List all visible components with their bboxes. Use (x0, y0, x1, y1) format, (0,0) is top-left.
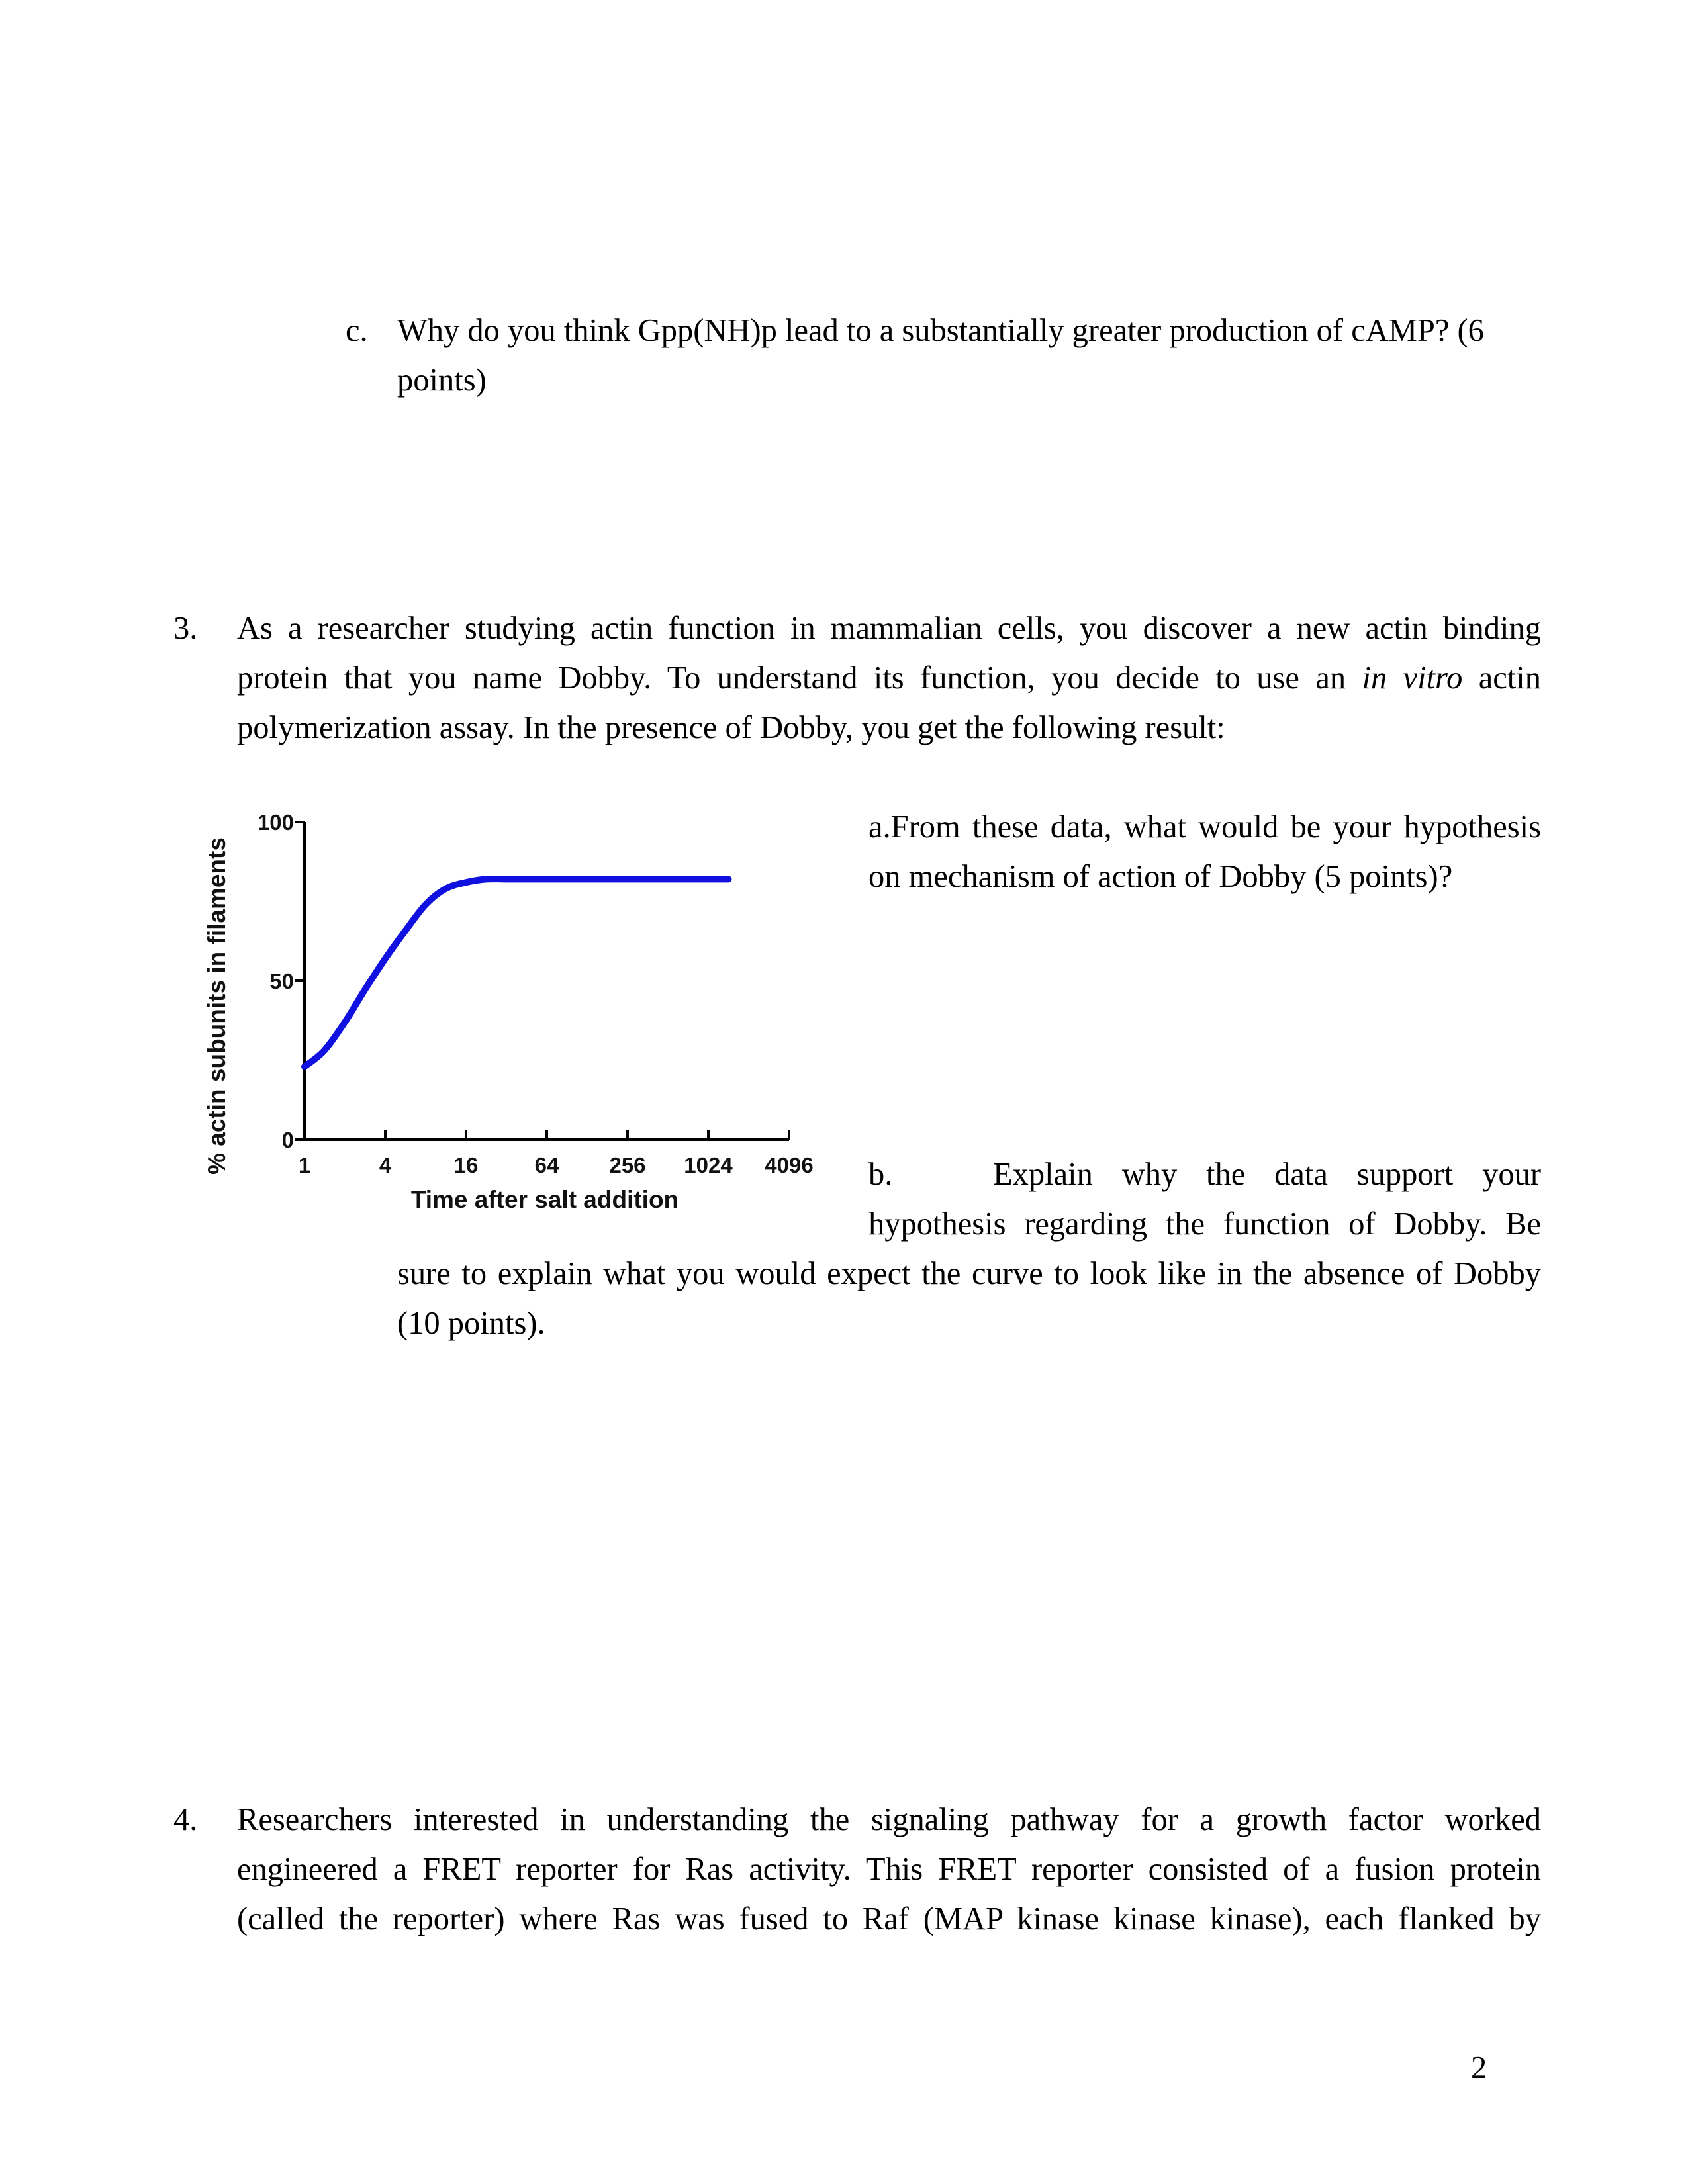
question-3-line-2-end: actin (1478, 660, 1542, 696)
x-tick-label: 16 (453, 1153, 479, 1177)
part-a-text-1: From these data, what would be your hypothesis (890, 809, 1541, 844)
question-2c-marker: c. (346, 313, 368, 348)
question-4-number: 4. (173, 1802, 198, 1837)
y-tick-label: 100 (257, 810, 294, 835)
x-tick-label: 4 (379, 1153, 392, 1177)
x-tick-label: 256 (609, 1153, 646, 1177)
x-ticks (299, 1130, 814, 1177)
x-tick-label: 1 (298, 1153, 311, 1177)
y-axis-label: % actin subunits in filaments (203, 837, 230, 1175)
question-4-line-1: Researchers interested in understanding the signaling pathway for a growth factor worked (237, 1802, 1541, 1837)
part-a-marker: a. (868, 809, 891, 844)
part-b-line-3: sure to explain what you would expect the curve to look like in the absence of Dobby (397, 1256, 1541, 1291)
question-4-line-3: (called the reporter) where Ras was fused to Raf (MAP kinase kinase kinase), each flanked by (237, 1901, 1541, 1936)
question-3-number: 3. (173, 611, 198, 646)
part-a-line-1 (868, 802, 1541, 852)
x-tick-label: 64 (534, 1153, 559, 1177)
question-3-line-2 (237, 653, 1541, 703)
x-axis-label: Time after salt addition (410, 1186, 679, 1213)
page-number: 2 (1471, 2050, 1487, 2085)
x-tick-label: 1024 (684, 1153, 733, 1177)
question-3-line-1: As a researcher studying actin function in mammalian cells, you discover a new actin binding (237, 611, 1541, 646)
part-b-line-2: hypothesis regarding the function of Dobby. Be (868, 1206, 1541, 1242)
y-ticks (258, 810, 305, 1152)
y-tick-label: 0 (281, 1128, 294, 1152)
part-a-line-2: on mechanism of action of Dobby (5 points)? (868, 859, 1453, 894)
question-3-line-2-text: protein that you name Dobby. To understand its function, you decide to use an (237, 660, 1346, 696)
in-vitro-italic: in vitro (1362, 660, 1463, 696)
question-3-line-3: polymerization assay. In the presence of Dobby, you get the following result: (237, 710, 1225, 745)
x-tick-label: 4096 (765, 1153, 814, 1177)
part-b-line-4: (10 points). (397, 1306, 545, 1341)
part-b-marker: b. (868, 1157, 893, 1192)
question-2c-line-1: Why do you think Gpp(NH)p lead to a substantially greater production of cAMP? (6 (397, 313, 1484, 348)
series-line-dobby (305, 879, 729, 1067)
question-4-line-2: engineered a FRET reporter for Ras activity. This FRET reporter consisted of a fusion protein (237, 1852, 1541, 1887)
part-b-line-1: Explain why the data support your (993, 1157, 1541, 1192)
question-2c-line-2: points) (397, 363, 487, 398)
y-tick-label: 50 (269, 969, 294, 993)
actin-polymerization-chart (192, 781, 834, 1218)
